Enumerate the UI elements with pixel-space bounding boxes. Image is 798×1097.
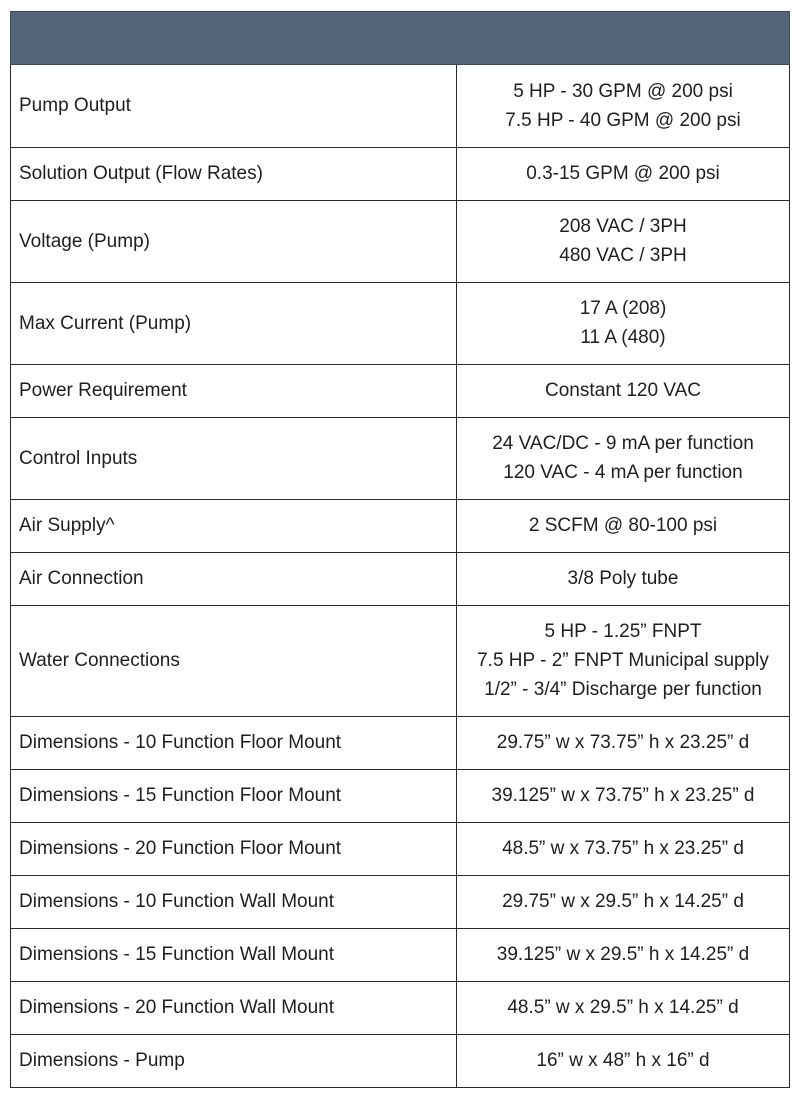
spec-value — [457, 200, 790, 282]
spec-value — [457, 769, 790, 822]
spec-value — [457, 928, 790, 981]
spec-label: Air Connection — [11, 552, 457, 605]
spec-value — [457, 716, 790, 769]
table-row — [11, 928, 790, 981]
table-row — [11, 147, 790, 200]
spec-value-line: 0.3-15 GPM @ 200 psi — [526, 163, 720, 184]
spec-value-line: 17 A (208) — [579, 298, 667, 319]
spec-value-line: 48.5” w x 29.5” h x 14.25” d — [507, 997, 739, 1018]
spec-sheet — [10, 11, 790, 1088]
table-row — [11, 769, 790, 822]
spec-value-line: 1/2” - 3/4” Discharge per function — [484, 679, 762, 700]
spec-label: Dimensions - 20 Function Wall Mount — [11, 981, 457, 1034]
table-row — [11, 1034, 790, 1087]
spec-value — [457, 875, 790, 928]
table-row — [11, 200, 790, 282]
table-row — [11, 822, 790, 875]
spec-value-line: Constant 120 VAC — [545, 380, 701, 401]
spec-value-line: 7.5 HP - 2” FNPT Municipal supply — [477, 650, 769, 671]
spec-label: Dimensions - 15 Function Floor Mount — [11, 769, 457, 822]
spec-label: Dimensions - Pump — [11, 1034, 457, 1087]
spec-value — [457, 605, 790, 716]
spec-value — [457, 1034, 790, 1087]
spec-label: Voltage (Pump) — [11, 200, 457, 282]
table-row — [11, 716, 790, 769]
spec-label: Dimensions - 10 Function Wall Mount — [11, 875, 457, 928]
spec-label: Dimensions - 10 Function Floor Mount — [11, 716, 457, 769]
spec-value-line: 5 HP - 30 GPM @ 200 psi — [513, 80, 733, 102]
table-row — [11, 552, 790, 605]
spec-value-line: 39.125” w x 73.75” h x 23.25” d — [491, 785, 755, 806]
table-row — [11, 875, 790, 928]
table-row — [11, 981, 790, 1034]
spec-value — [457, 282, 790, 364]
spec-value-line: 480 VAC / 3PH — [559, 245, 687, 266]
spec-label: Power Requirement — [11, 364, 457, 417]
spec-value — [457, 552, 790, 605]
spec-value-line: 5 HP - 1.25” FNPT — [544, 621, 702, 642]
spec-value — [457, 364, 790, 417]
spec-table-body — [11, 65, 790, 1087]
spec-value-line: 16” w x 48” h x 16” d — [536, 1050, 710, 1071]
spec-label: Solution Output (Flow Rates) — [11, 147, 457, 200]
spec-table — [10, 65, 790, 1088]
spec-value — [457, 981, 790, 1034]
spec-label: Air Supply^ — [11, 499, 457, 552]
spec-label: Water Connections — [11, 605, 457, 716]
spec-label: Control Inputs — [11, 417, 457, 499]
spec-value-line: 48.5” w x 73.75” h x 23.25” d — [502, 838, 744, 859]
spec-value-line: 29.75” w x 29.5” h x 14.25” d — [502, 891, 744, 912]
spec-value-line: 3/8 Poly tube — [567, 568, 679, 589]
spec-value-line: 39.125” w x 29.5” h x 14.25” d — [496, 944, 750, 965]
table-row — [11, 65, 790, 147]
spec-label: Dimensions - 20 Function Floor Mount — [11, 822, 457, 875]
table-row — [11, 417, 790, 499]
table-row — [11, 499, 790, 552]
spec-value-line: 29.75” w x 73.75” h x 23.25” d — [496, 732, 750, 753]
spec-value — [457, 499, 790, 552]
spec-value-line: 24 VAC/DC - 9 mA per function — [492, 433, 754, 454]
table-row — [11, 605, 790, 716]
spec-value-line: 2 SCFM @ 80-100 psi — [528, 515, 718, 536]
spec-label: Pump Output — [11, 65, 457, 147]
spec-value-line: 7.5 HP - 40 GPM @ 200 psi — [505, 109, 741, 131]
spec-value-line: 11 A (480) — [580, 327, 666, 348]
spec-value — [457, 417, 790, 499]
spec-value — [457, 65, 790, 147]
spec-value-line: 120 VAC - 4 mA per function — [503, 462, 743, 483]
spec-label: Dimensions - 15 Function Wall Mount — [11, 928, 457, 981]
table-header-bar — [10, 11, 790, 65]
spec-value-line: 208 VAC / 3PH — [559, 216, 687, 237]
spec-value — [457, 822, 790, 875]
table-row — [11, 282, 790, 364]
spec-label: Max Current (Pump) — [11, 282, 457, 364]
spec-value — [457, 147, 790, 200]
table-row — [11, 364, 790, 417]
